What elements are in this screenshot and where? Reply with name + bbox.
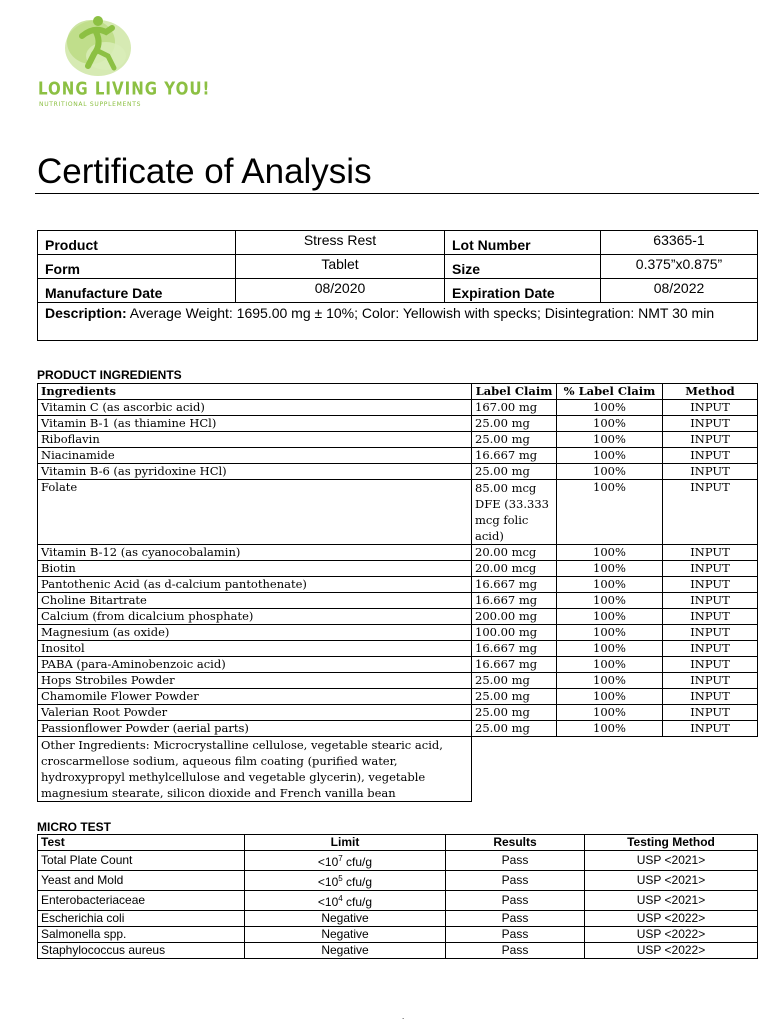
method: INPUT — [663, 480, 758, 545]
method: INPUT — [663, 705, 758, 721]
manufacture-date-label: Manufacture Date — [38, 279, 236, 303]
description-row — [38, 303, 758, 341]
ingredient-name: Magnesium (as oxide) — [38, 625, 472, 641]
column-header-label-claim: Label Claim — [472, 384, 557, 400]
method: INPUT — [663, 721, 758, 737]
test-name: Salmonella spp. — [38, 927, 245, 943]
label-claim: 200.00 mg — [472, 609, 557, 625]
label-claim: 25.00 mg — [472, 705, 557, 721]
percent-label-claim: 100% — [557, 416, 663, 432]
table-row — [38, 851, 758, 871]
limit-base: <10 — [317, 875, 339, 889]
column-header-results: Results — [446, 835, 585, 851]
limit-unit: cfu/g — [342, 855, 373, 869]
label-claim: 16.667 mg — [472, 657, 557, 673]
product-info-table — [37, 230, 758, 341]
limit-exponent: 7 — [338, 854, 343, 863]
ingredient-name: Pantothenic Acid (as d-calcium pantothenate) — [38, 577, 472, 593]
testing-method-value: USP <2021> — [585, 851, 758, 871]
method: INPUT — [663, 432, 758, 448]
form-value: Tablet — [236, 255, 445, 279]
percent-label-claim: 100% — [557, 432, 663, 448]
table-row — [38, 432, 758, 448]
size-value: 0.375”x0.875” — [601, 255, 758, 279]
label-claim: 167.00 mg — [472, 400, 557, 416]
method: INPUT — [663, 641, 758, 657]
table-row — [38, 689, 758, 705]
method: INPUT — [663, 625, 758, 641]
percent-label-claim: 100% — [557, 721, 663, 737]
percent-label-claim: 100% — [557, 609, 663, 625]
limit-value — [245, 891, 446, 911]
method: INPUT — [663, 416, 758, 432]
ingredient-name: PABA (para-Aminobenzoic acid) — [38, 657, 472, 673]
description-cell — [38, 303, 758, 341]
table-row — [38, 577, 758, 593]
column-header-limit: Limit — [245, 835, 446, 851]
limit-value — [245, 927, 446, 943]
test-name: Yeast and Mold — [38, 871, 245, 891]
expiration-date-label: Expiration Date — [445, 279, 601, 303]
limit-value — [245, 851, 446, 871]
micro-test-heading: MICRO TEST — [37, 820, 111, 834]
expiration-date-value: 08/2022 — [601, 279, 758, 303]
label-claim: 25.00 mg — [472, 721, 557, 737]
column-header-percent-label-claim: % Label Claim — [557, 384, 663, 400]
percent-label-claim: 100% — [557, 480, 663, 545]
percent-label-claim: 100% — [557, 657, 663, 673]
ingredient-name: Vitamin B-12 (as cyanocobalamin) — [38, 545, 472, 561]
method: INPUT — [663, 689, 758, 705]
limit-value — [245, 911, 446, 927]
method: INPUT — [663, 657, 758, 673]
table-row — [38, 705, 758, 721]
limit-exponent: 5 — [338, 874, 343, 883]
percent-label-claim: 100% — [557, 593, 663, 609]
table-row — [38, 891, 758, 911]
method: INPUT — [663, 400, 758, 416]
other-ingredients-text: Other Ingredients: Microcrystalline cellulose, vegetable stearic acid, croscarmellose sodium, aqueous film coating (purified water, hydroxypropyl methylcellulose and vegetable glycerin), vegetable magnesium stearate, silicon dioxide and French vanilla bean — [38, 737, 472, 802]
limit-value — [245, 871, 446, 891]
label-claim: 16.667 mg — [472, 641, 557, 657]
info-row — [38, 279, 758, 303]
result-value: Pass — [446, 851, 585, 871]
column-header-test: Test — [38, 835, 245, 851]
table-row — [38, 609, 758, 625]
product-label: Product — [38, 231, 236, 255]
table-row — [38, 673, 758, 689]
table-row — [38, 641, 758, 657]
ingredient-name: Chamomile Flower Powder — [38, 689, 472, 705]
limit-value — [245, 943, 446, 959]
percent-label-claim: 100% — [557, 641, 663, 657]
title-divider — [35, 193, 759, 194]
page-title: Certificate of Analysis — [37, 152, 372, 191]
ingredient-name: Biotin — [38, 561, 472, 577]
result-value: Pass — [446, 871, 585, 891]
percent-label-claim: 100% — [557, 464, 663, 480]
method: INPUT — [663, 593, 758, 609]
table-row — [38, 561, 758, 577]
testing-method-value: USP <2021> — [585, 891, 758, 911]
limit-unit: cfu/g — [342, 895, 373, 909]
testing-method-value: USP <2022> — [585, 911, 758, 927]
limit-exponent: 4 — [338, 894, 343, 903]
label-claim: 25.00 mg — [472, 689, 557, 705]
micro-test-table — [37, 834, 758, 959]
column-header-ingredients: Ingredients — [38, 384, 472, 400]
limit-base: <10 — [317, 855, 339, 869]
table-row — [38, 625, 758, 641]
ingredient-name: Choline Bitartrate — [38, 593, 472, 609]
test-name: Enterobacteriaceae — [38, 891, 245, 911]
limit-base: <10 — [317, 895, 339, 909]
limit-base: Negative — [321, 943, 369, 957]
description-label: Description: — [45, 305, 127, 321]
table-row — [38, 545, 758, 561]
column-header-testing-method: Testing Method — [585, 835, 758, 851]
lot-label: Lot Number — [445, 231, 601, 255]
table-row — [38, 593, 758, 609]
table-row — [38, 416, 758, 432]
percent-label-claim: 100% — [557, 400, 663, 416]
percent-label-claim: 100% — [557, 561, 663, 577]
info-row — [38, 255, 758, 279]
description-text: Average Weight: 1695.00 mg ± 10%; Color: Yellowish with specks; Disintegration: NMT 30 min — [126, 305, 715, 321]
table-row — [38, 721, 758, 737]
logo-name: LONG LIVING YOU! — [38, 77, 211, 100]
label-claim: 16.667 mg — [472, 577, 557, 593]
product-value: Stress Rest — [236, 231, 445, 255]
testing-method-value: USP <2022> — [585, 943, 758, 959]
label-claim: 25.00 mg — [472, 673, 557, 689]
ingredient-name: Folate — [38, 480, 472, 545]
percent-label-claim: 100% — [557, 448, 663, 464]
ingredient-name: Valerian Root Powder — [38, 705, 472, 721]
label-claim: 20.00 mcg — [472, 561, 557, 577]
label-claim: 20.00 mcg — [472, 545, 557, 561]
form-label: Form — [38, 255, 236, 279]
ingredients-table — [37, 383, 758, 802]
table-row — [38, 657, 758, 673]
label-claim: 85.00 mcg DFE (33.333 mcg folic acid) — [472, 480, 557, 545]
method: INPUT — [663, 545, 758, 561]
result-value: Pass — [446, 943, 585, 959]
result-value: Pass — [446, 911, 585, 927]
percent-label-claim: 100% — [557, 625, 663, 641]
size-label: Size — [445, 255, 601, 279]
ingredient-name: Riboflavin — [38, 432, 472, 448]
table-row — [38, 448, 758, 464]
table-row — [38, 927, 758, 943]
method: INPUT — [663, 561, 758, 577]
info-row — [38, 231, 758, 255]
percent-label-claim: 100% — [557, 577, 663, 593]
test-name: Total Plate Count — [38, 851, 245, 871]
ingredients-header-row — [38, 384, 758, 400]
table-row — [38, 480, 758, 545]
test-name: Escherichia coli — [38, 911, 245, 927]
micro-header-row — [38, 835, 758, 851]
ingredient-name: Passionflower Powder (aerial parts) — [38, 721, 472, 737]
manufacture-date-value: 08/2020 — [236, 279, 445, 303]
ingredients-heading: PRODUCT INGREDIENTS — [37, 368, 182, 382]
table-row — [38, 943, 758, 959]
label-claim: 100.00 mg — [472, 625, 557, 641]
limit-base: Negative — [321, 911, 369, 925]
label-claim: 16.667 mg — [472, 448, 557, 464]
ingredient-name: Hops Strobiles Powder — [38, 673, 472, 689]
label-claim: 16.667 mg — [472, 593, 557, 609]
ingredient-name: Vitamin B-1 (as thiamine HCl) — [38, 416, 472, 432]
ingredient-name: Niacinamide — [38, 448, 472, 464]
testing-method-value: USP <2021> — [585, 871, 758, 891]
percent-label-claim: 100% — [557, 545, 663, 561]
ingredient-name: Vitamin C (as ascorbic acid) — [38, 400, 472, 416]
footer-mark: . — [402, 1012, 405, 1021]
table-row — [38, 464, 758, 480]
label-claim: 25.00 mg — [472, 464, 557, 480]
lot-value: 63365-1 — [601, 231, 758, 255]
empty-cell — [472, 737, 758, 802]
method: INPUT — [663, 448, 758, 464]
table-row — [38, 871, 758, 891]
percent-label-claim: 100% — [557, 705, 663, 721]
result-value: Pass — [446, 891, 585, 911]
ingredient-name: Vitamin B-6 (as pyridoxine HCl) — [38, 464, 472, 480]
method: INPUT — [663, 609, 758, 625]
test-name: Staphylococcus aureus — [38, 943, 245, 959]
label-claim: 25.00 mg — [472, 416, 557, 432]
method: INPUT — [663, 673, 758, 689]
percent-label-claim: 100% — [557, 673, 663, 689]
logo-tagline: NUTRITIONAL SUPPLEMENTS — [39, 101, 142, 108]
column-header-method: Method — [663, 384, 758, 400]
ingredient-name: Inositol — [38, 641, 472, 657]
logo-text — [38, 77, 211, 108]
percent-label-claim: 100% — [557, 689, 663, 705]
result-value: Pass — [446, 927, 585, 943]
limit-unit: cfu/g — [342, 875, 373, 889]
ingredient-name: Calcium (from dicalcium phosphate) — [38, 609, 472, 625]
limit-base: Negative — [321, 927, 369, 941]
table-row — [38, 400, 758, 416]
other-ingredients-row — [38, 737, 758, 802]
testing-method-value: USP <2022> — [585, 927, 758, 943]
runner-logo-icon — [36, 8, 166, 88]
method: INPUT — [663, 577, 758, 593]
label-claim: 25.00 mg — [472, 432, 557, 448]
method: INPUT — [663, 464, 758, 480]
table-row — [38, 911, 758, 927]
